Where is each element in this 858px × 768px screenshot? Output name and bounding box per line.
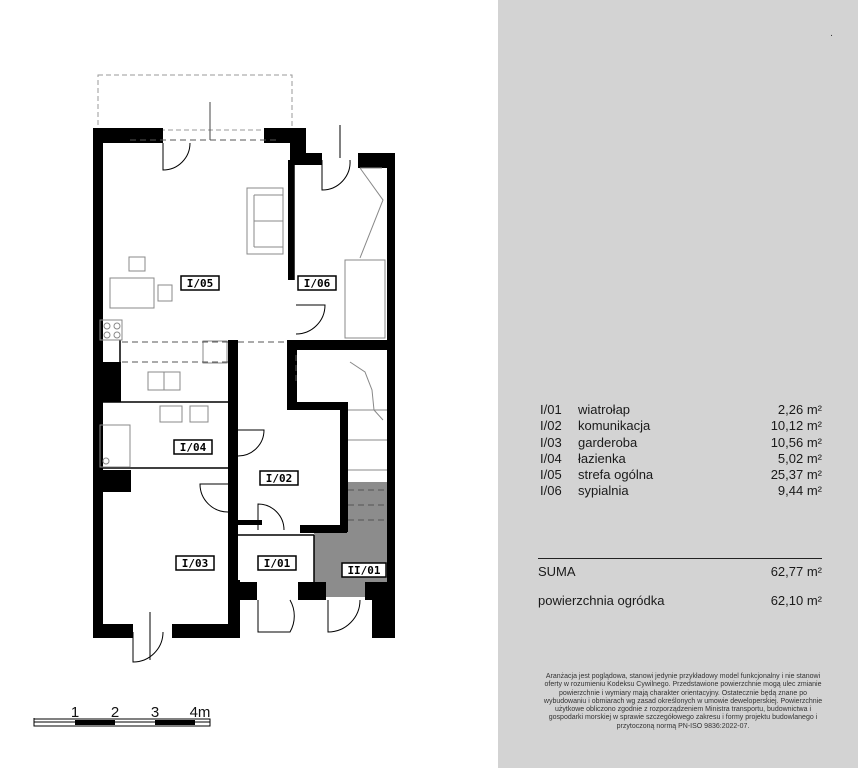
room-tag-ii01: II/01: [347, 564, 381, 577]
door-arc: [133, 632, 163, 662]
room-area: 9,44 m²: [777, 483, 822, 499]
room-area-table: [540, 402, 822, 500]
room-area: 25,37 m²: [770, 467, 822, 483]
door-arc: [296, 305, 325, 334]
scale-tick-1: 1: [70, 704, 80, 721]
door-arc: [200, 484, 228, 512]
room-row: [540, 435, 822, 451]
scale-tick-3: 3: [150, 704, 160, 721]
room-name: łazienka: [578, 450, 626, 466]
room-name: sypialnia: [578, 483, 629, 499]
scale-tick-2: 2: [110, 704, 120, 721]
room-row: [540, 451, 822, 467]
bathtub: [100, 425, 130, 467]
room-tag-i01: I/01: [263, 557, 291, 570]
corner-mark: ٠: [829, 30, 834, 40]
room-row: [540, 402, 822, 418]
garden-row: [538, 593, 822, 608]
room-area: 10,12 m²: [770, 418, 822, 434]
sum-value: 62,77 m²: [770, 564, 822, 579]
room-tag-i04: I/04: [179, 441, 207, 454]
door-arc: [258, 600, 294, 632]
room-code: I/01: [540, 402, 562, 417]
room-tag-i05: I/05: [186, 277, 214, 290]
room-area: 5,02 m²: [777, 450, 822, 466]
room-row: [540, 418, 822, 434]
room-code: I/05: [540, 467, 562, 483]
garden-value: 62,10 m²: [770, 593, 822, 608]
dining-table: [110, 278, 154, 308]
door-arc: [163, 143, 190, 170]
garden-label: powierzchnia ogródka: [538, 593, 665, 608]
scale-bar: [34, 704, 210, 726]
room-code: I/02: [540, 418, 562, 434]
info-panel: [498, 0, 858, 768]
room-area: 10,56 m²: [770, 434, 822, 450]
room-code: I/04: [540, 450, 562, 466]
door-arc: [322, 160, 350, 190]
door-arc: [328, 600, 360, 632]
thin-walls: [100, 160, 314, 600]
room-code: I/06: [540, 483, 562, 499]
room-name: komunikacja: [578, 418, 651, 434]
room-row: [540, 467, 822, 483]
room-area: 2,26 m²: [777, 402, 822, 417]
terrace-outline: [98, 75, 292, 130]
room-name: strefa ogólna: [578, 467, 654, 483]
sum-row: [538, 564, 822, 579]
door-arc: [258, 504, 284, 530]
room-code: I/03: [540, 434, 562, 450]
stair-shaded-area: [314, 482, 387, 597]
room-name: wiatrołap: [578, 402, 631, 417]
scale-tick-4: 4m: [189, 704, 211, 721]
disclaimer-text: Aranżacja jest poglądowa, stanowi jedynie przykładowy model funkcjonalny i nie stanowi oferty w rozumieniu Kodeksu Cywilnego. Przedstawione powierzchnie mogą ulec zmianie powierzchnie i wymiary mają charakter orientacyjny. Ostatecznie będą znane po wybudowaniu i obmiarach wg zasad określonych w umowie deweloperskiej. Powierzchnie użytkowe obliczono zgodnie z rozporządzeniem Ministra transportu, budownictwa i gospodarki morskiej w sprawie szczegółowego zakresu i formy projektu budowlanego i przytoczoną normą PN-ISO 9836:2022-07.: [543, 673, 823, 730]
sum-label: SUMA: [538, 564, 576, 579]
room-tag-i06: I/06: [303, 277, 331, 290]
room-name: garderoba: [578, 434, 638, 450]
room-tag-i02: I/02: [265, 472, 293, 485]
sum-divider: [538, 558, 822, 559]
door-arc: [238, 430, 264, 456]
room-row: [540, 483, 822, 499]
room-tag-i03: I/03: [181, 557, 209, 570]
